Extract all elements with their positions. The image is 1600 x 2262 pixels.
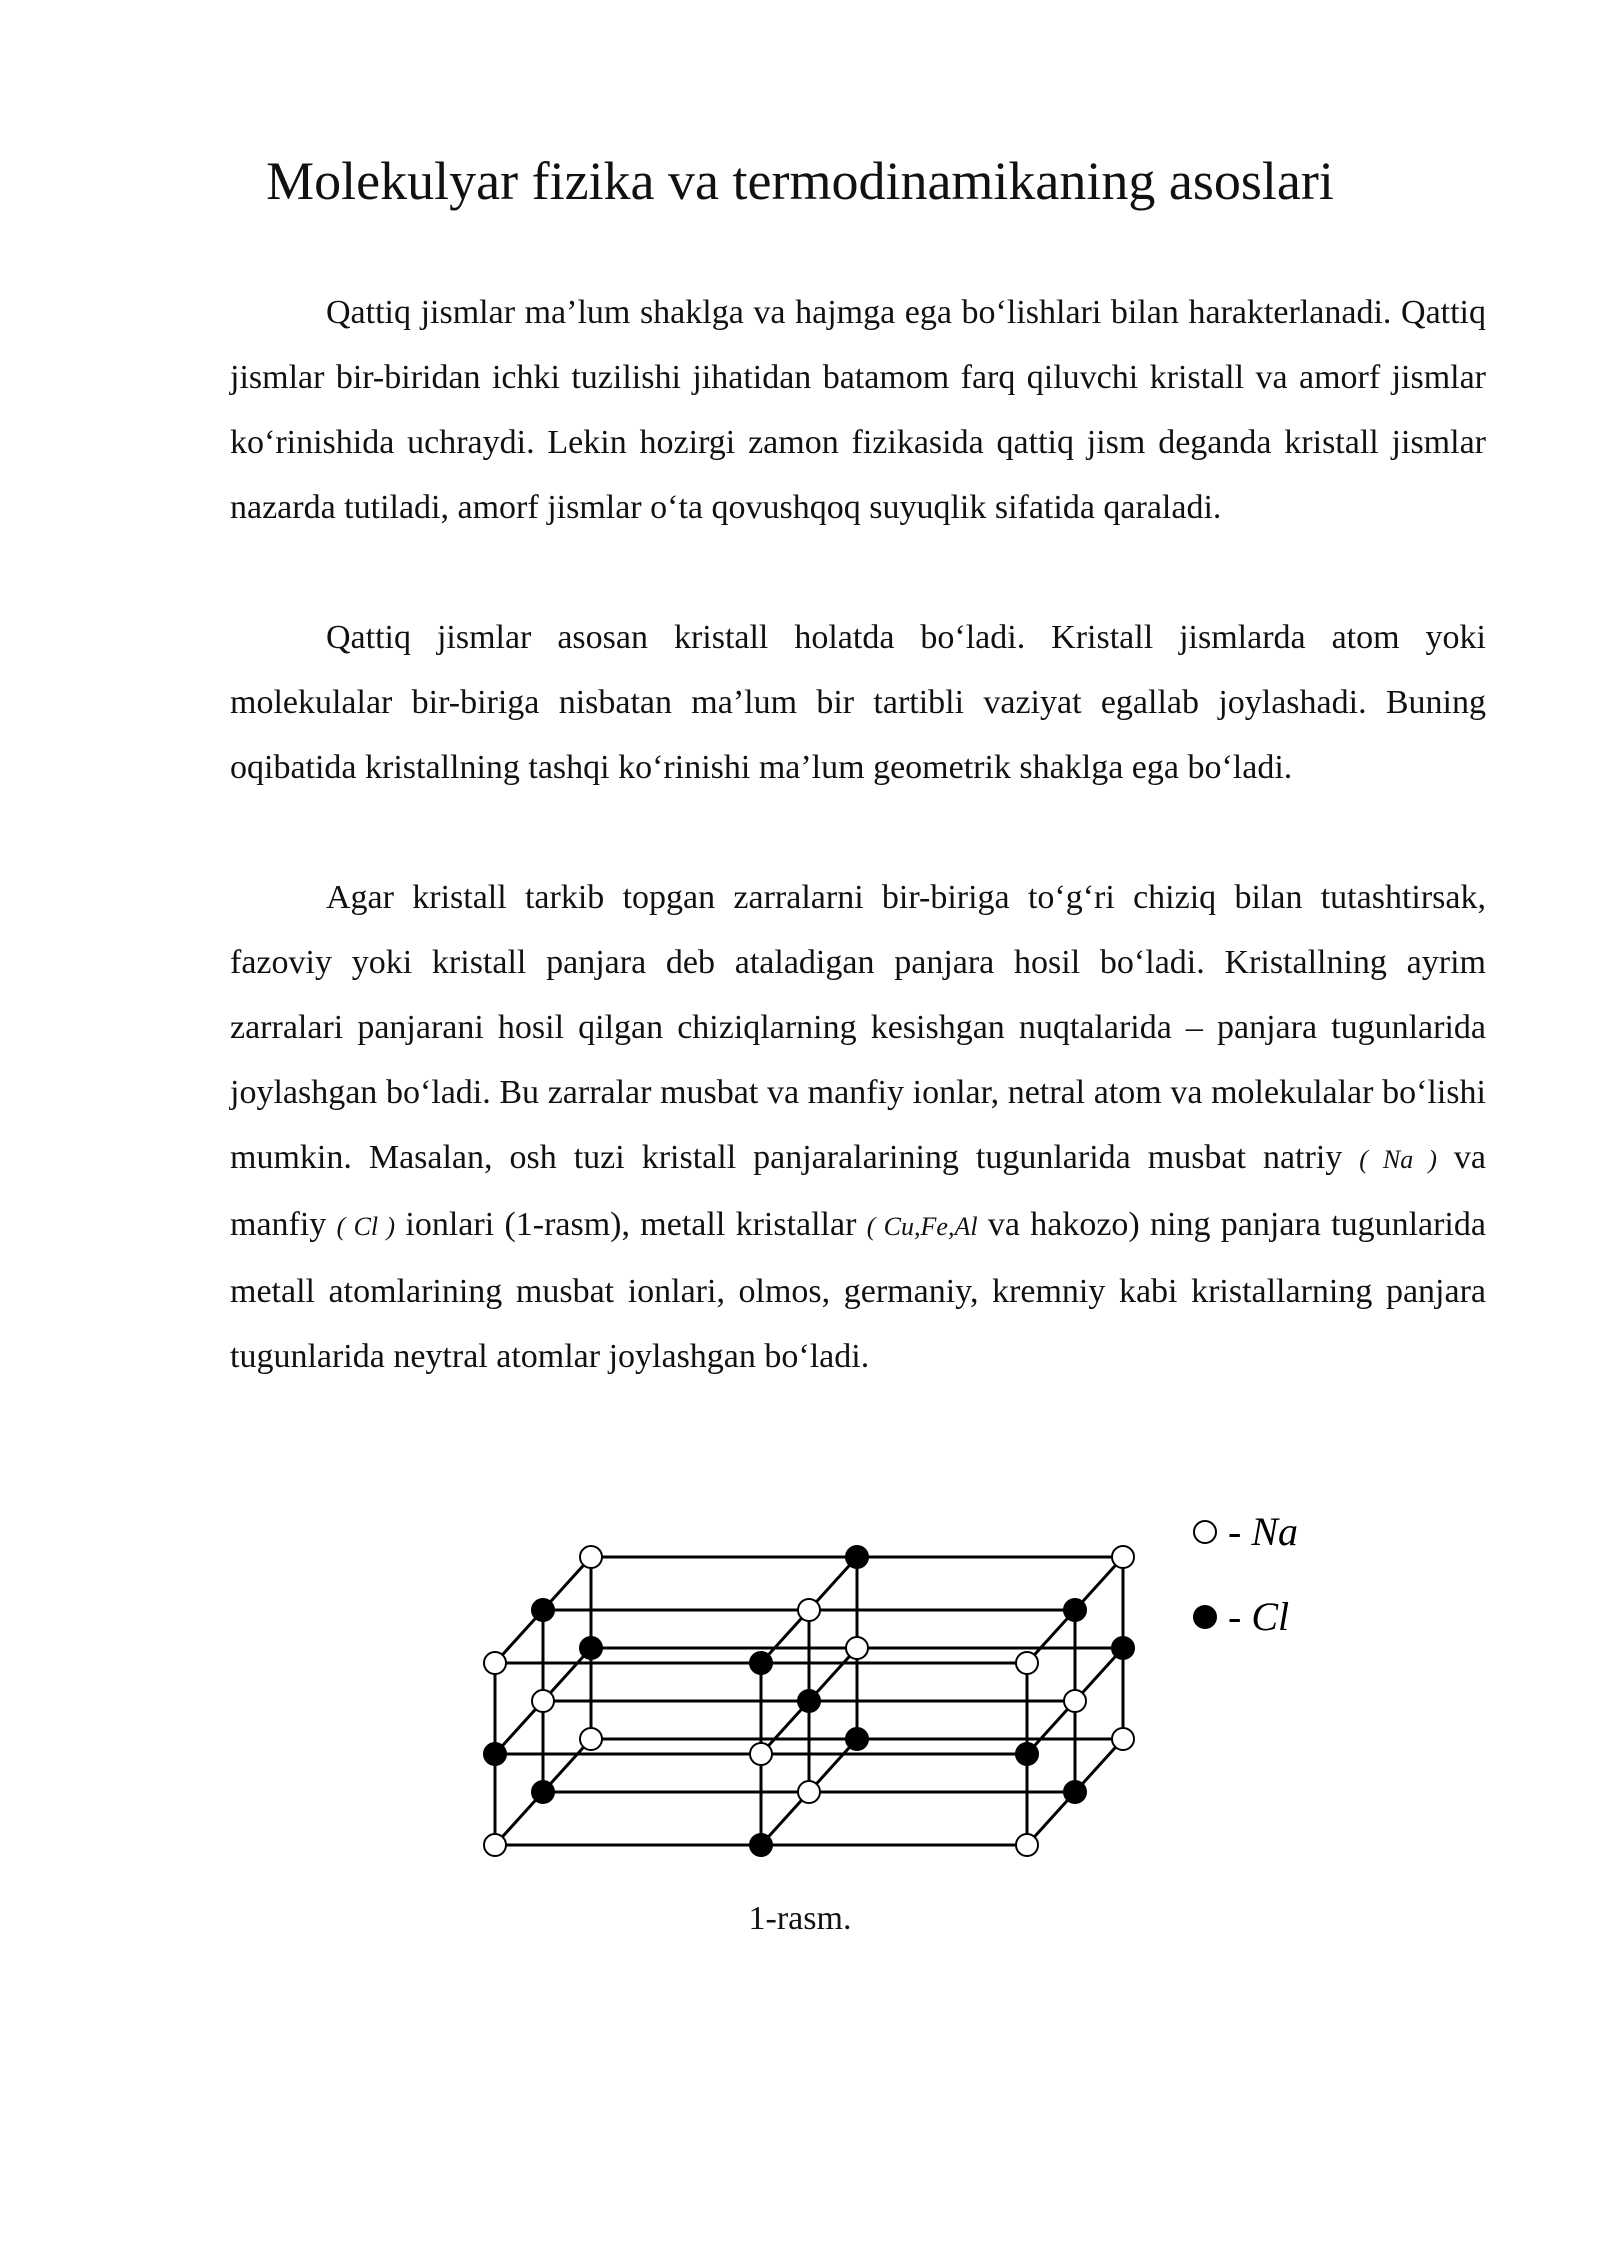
legend-cl-marker xyxy=(1194,1606,1216,1628)
na-ion-node xyxy=(846,1637,868,1659)
na-ion-node xyxy=(1064,1690,1086,1712)
legend-cl-label: - Cl xyxy=(1228,1594,1290,1639)
paragraph-3-text-d: va hakozo) ning panjara tugunlarida metall atomlarining musbat ionlari, olmos, germaniy, kremniy kabi kristallarning panjara tugunlarida neytral atomlar joylashgan bo‘ladi. xyxy=(230,1206,1486,1375)
cl-ion-node xyxy=(846,1546,868,1568)
na-ion-node xyxy=(1112,1546,1134,1568)
figure-caption: 1-rasm. xyxy=(748,1900,852,1937)
page-title: Molekulyar fizika va termodinamikaning asoslari xyxy=(266,151,1334,211)
cl-ion-node xyxy=(580,1637,602,1659)
cl-ion-node xyxy=(484,1743,506,1765)
na-ion-node xyxy=(580,1546,602,1568)
cl-ion-node xyxy=(532,1599,554,1621)
na-ion-node xyxy=(532,1690,554,1712)
cl-formula: ( Cl ) xyxy=(336,1212,396,1241)
legend-na-marker xyxy=(1194,1521,1216,1543)
paragraph-3-text-a: Agar kristall tarkib topgan zarralarni bir-biriga to‘g‘ri chiziq bilan tutashtirsak, fazoviy yoki kristall panjara deb ataladigan panjara hosil bo‘ladi. Kristallning ayrim zarralari panjarani hosil qilgan chiziqlarning kesishgan nuqtalarida – panjara tugunlarida joylashgan bo‘ladi. Bu zarralar musbat va manfiy ionlar, netral atom va molekulalar bo‘lishi mumkin. Masalan, osh tuzi kristall panjaralarining tugunlarida musbat natriy xyxy=(230,879,1486,1176)
na-ion-node xyxy=(484,1652,506,1674)
na-ion-node xyxy=(484,1834,506,1856)
cl-ion-node xyxy=(532,1781,554,1803)
na-ion-node xyxy=(1016,1652,1038,1674)
na-ion-node xyxy=(1112,1728,1134,1750)
na-ion-node xyxy=(1016,1834,1038,1856)
paragraph-1: Qattiq jismlar ma’lum shaklga va hajmga ega bo‘lishlari bilan harakterlanadi. Qattiq jismlar bir-biridan ichki tuzilishi jihatidan batamom farq qiluvchi kristall va amorf jismlar ko‘rinishida uchraydi. Lekin hozirgi zamon fizikasida qattiq jism deganda kristall jismlar nazarda tutiladi, amorf jismlar o‘ta qovushqoq suyuqlik sifatida qaraladi. xyxy=(230,294,1486,526)
cl-ion-node xyxy=(1112,1637,1134,1659)
legend-na-label: - Na xyxy=(1228,1509,1298,1554)
cl-ion-node xyxy=(1064,1599,1086,1621)
na-ion-node xyxy=(750,1743,772,1765)
na-ion-node xyxy=(798,1599,820,1621)
cl-ion-node xyxy=(1016,1743,1038,1765)
cl-ion-node xyxy=(1064,1781,1086,1803)
cl-ion-node xyxy=(846,1728,868,1750)
na-ion-node xyxy=(798,1781,820,1803)
metals-formula: ( Cu,Fe,Al xyxy=(866,1212,978,1241)
na-formula: ( Na ) xyxy=(1359,1145,1437,1174)
paragraph-3-text-b: va manfiy xyxy=(230,1139,1487,1243)
legend xyxy=(1194,1509,1298,1639)
paragraph-2: Qattiq jismlar asosan kristall holatda bo‘ladi. Kristall jismlarda atom yoki molekulalar bir-biriga nisbatan ma’lum bir tartibli vaziyat egallab joylashadi. Buning oqibatida kristallning tashqi ko‘rinishi ma’lum geometrik shaklga ega bo‘ladi. xyxy=(230,619,1486,786)
cl-ion-node xyxy=(750,1834,772,1856)
cl-ion-node xyxy=(798,1690,820,1712)
nacl-lattice-diagram xyxy=(470,1455,1340,1875)
paragraph-3 xyxy=(230,865,1486,1389)
paragraph-3-text-c: ionlari (1-rasm), metall kristallar xyxy=(395,1206,867,1243)
na-ion-node xyxy=(580,1728,602,1750)
cl-ion-node xyxy=(750,1652,772,1674)
crystal-lattice-figure xyxy=(470,1455,1340,1875)
